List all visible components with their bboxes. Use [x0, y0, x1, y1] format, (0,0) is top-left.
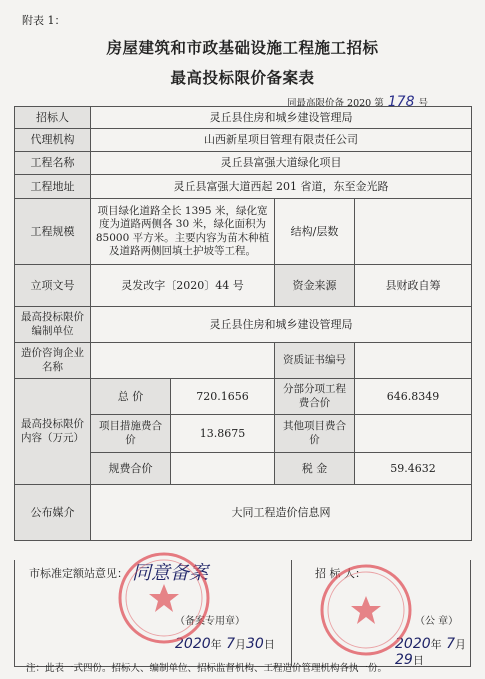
- row-approval-doc: [15, 265, 472, 307]
- other-cost-label: 其他项目费合 价: [275, 415, 355, 453]
- certificate-value: [355, 343, 472, 379]
- row-scope: [15, 199, 472, 265]
- filing-seal-stamp: [114, 548, 214, 648]
- market-date-day-unit: 日: [263, 638, 275, 651]
- tenderer-date-year: 2020: [395, 636, 431, 652]
- price-content-label: 最高投标限价内容（万元）: [15, 379, 91, 485]
- row-compiler: [15, 307, 472, 343]
- certificate-label: 资质证书编号: [275, 343, 355, 379]
- row-price-total: [15, 379, 472, 415]
- total-price-label: 总 价: [91, 379, 171, 415]
- market-handwritten-opinion: 同意备案: [132, 562, 209, 584]
- total-price-value: 720.1656: [171, 379, 275, 415]
- market-date-day: 30: [246, 636, 264, 652]
- project-name-value: 灵丘县富强大道绿化项目: [91, 152, 472, 175]
- agency-label: 代理机构: [15, 129, 91, 152]
- tenderer-date-month-unit: 月: [455, 638, 467, 651]
- project-address-value: 灵丘县富强大道西起 201 省道，东至金光路: [91, 175, 472, 199]
- scope-value: 项目绿化道路全长 1395 米，绿化宽度为道路两侧各 30 米，绿化面积为 85000 平方米。主要内容为苗木种植及道路两侧回填土护坡等工程。: [91, 199, 275, 265]
- tenderer-value: 灵丘县住房和城乡建设管理局: [91, 107, 472, 129]
- tenderer-sign-label: 招 标 人：: [315, 567, 366, 580]
- file-number-suffix: 号: [418, 98, 429, 109]
- media-label: 公布媒介: [15, 485, 91, 541]
- subitem-cost-label: 分部分项工程费合价: [275, 379, 355, 415]
- fee-value: [171, 453, 275, 485]
- official-seal-note: （公 章）: [415, 616, 459, 627]
- file-number-prefix: 同最高限价备 2020 第: [287, 98, 384, 109]
- row-agency: [15, 129, 472, 152]
- consultant-label: 造价咨询企业名称: [15, 343, 91, 379]
- structure-value: [355, 199, 472, 265]
- tenderer-date-day-unit: 日: [412, 654, 424, 667]
- approval-doc-value: 灵发改字〔2020〕44 号: [91, 265, 275, 307]
- other-cost-value: [355, 415, 472, 453]
- structure-label: 结构/层数: [275, 199, 355, 265]
- market-date-year: 2020: [175, 636, 211, 652]
- footnote: 注：此表一式四份。招标人、编制单位、招标监督机构、工程造价管理机构各执一份。: [26, 663, 388, 674]
- measure-cost-label: 项目措施费合 价: [91, 415, 171, 453]
- compiler-value: 灵丘县住房和城乡建设管理局: [91, 307, 472, 343]
- annex-label: 附表 1：: [22, 14, 66, 27]
- approval-doc-label: 立项文号: [15, 265, 91, 307]
- fee-label: 规费合价: [91, 453, 171, 485]
- row-project-name: [15, 152, 472, 175]
- tenderer-seal-stamp: [316, 560, 416, 660]
- market-date-month: 7: [226, 636, 236, 652]
- approval-divider: [291, 560, 292, 666]
- title-line-2: 最高投标限价备案表: [170, 68, 315, 87]
- tenderer-date-year-unit: 年: [430, 638, 442, 651]
- market-date-year-unit: 年: [210, 638, 222, 651]
- consultant-value: [91, 343, 275, 379]
- scope-label: 工程规模: [15, 199, 91, 265]
- measure-cost-value: 13.8675: [171, 415, 275, 453]
- filing-seal-note: （备案专用章）: [175, 616, 245, 627]
- row-consultant: [15, 343, 472, 379]
- market-date-month-unit: 月: [235, 638, 247, 651]
- market-opinion-label: 市标准定额站意见：: [29, 567, 128, 580]
- filing-table: [14, 106, 472, 541]
- file-number-value: 178: [387, 94, 415, 110]
- tenderer-label: 招标人: [15, 107, 91, 129]
- tax-label: 税 金: [275, 453, 355, 485]
- row-tenderer: [15, 107, 472, 129]
- row-media: [15, 485, 472, 541]
- media-value: 大同工程造价信息网: [91, 485, 472, 541]
- row-project-address: [15, 175, 472, 199]
- tenderer-date-day: 29: [395, 652, 413, 668]
- subitem-cost-value: 646.8349: [355, 379, 472, 415]
- tax-value: 59.4632: [355, 453, 472, 485]
- agency-value: 山西新星项目管理有限责任公司: [91, 129, 472, 152]
- project-name-label: 工程名称: [15, 152, 91, 175]
- fund-source-label: 资金来源: [275, 265, 355, 307]
- title-line-1: 房屋建筑和市政基础设施工程施工招标: [106, 38, 379, 57]
- compiler-label: 最高投标限价编制单位: [15, 307, 91, 343]
- project-address-label: 工程地址: [15, 175, 91, 199]
- fund-source-value: 县财政自筹: [355, 265, 472, 307]
- tenderer-date-month: 7: [446, 636, 456, 652]
